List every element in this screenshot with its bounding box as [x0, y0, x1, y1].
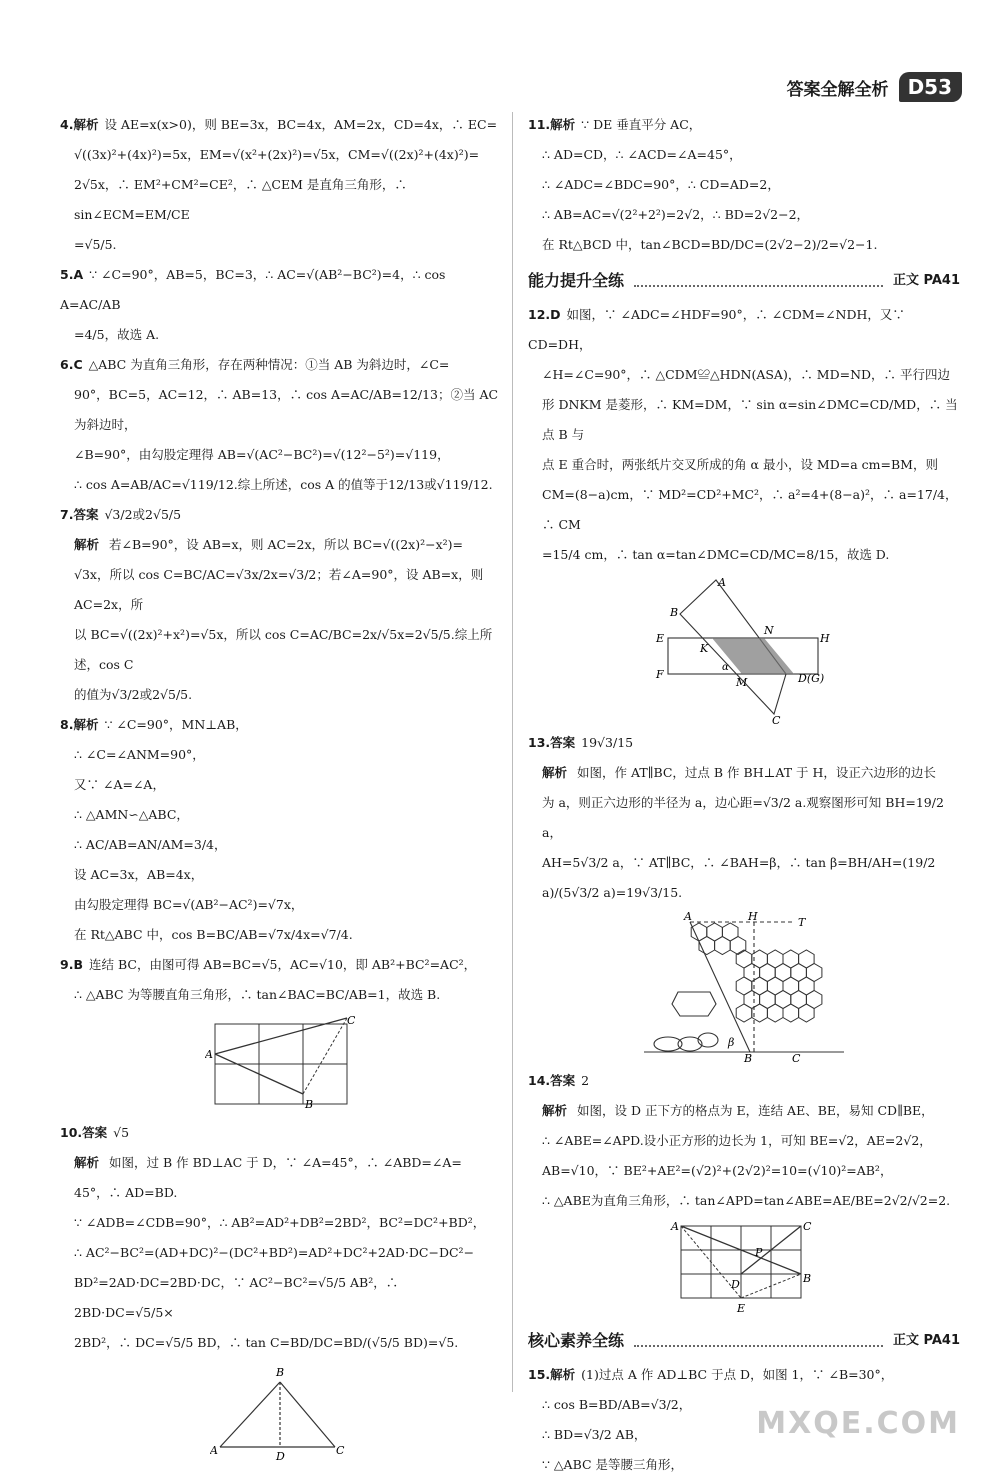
problem-number: 12.D [528, 307, 561, 322]
text-line [528, 200, 960, 230]
figure-14-grid [669, 1220, 819, 1320]
line-text: 45°，∴ AD=BD. [74, 1185, 178, 1200]
fig9-label-a: A [205, 1048, 213, 1061]
text-line [528, 390, 960, 450]
line-text: √((3x)²+(4x)²)=5x，EM=√(x²+(2x)²)=√5x，CM=√((2x)²+(4x)²)= [74, 147, 480, 162]
fig12-label-b: B [670, 606, 679, 619]
line-text: ∴ ∠ADC=∠BDC=90°，∴ CD=AD=2， [542, 177, 780, 192]
text-line [528, 1156, 960, 1186]
line-text: ∴ ∠ABE=∠APD.设小正方形的边长为 1，可知 BE=√2，AE=2√2， [542, 1133, 932, 1148]
line-text: 以 BC=√((2x)²+x²)=√5x，所以 cos C=AC/BC=2x/√5x=2√5/5.综上所述，cos C [74, 627, 493, 672]
right-text-block-3 [528, 728, 960, 908]
text-line [60, 860, 500, 890]
fig10-label-b: B [276, 1366, 285, 1379]
line-text: AB=√10，∵ BE²+AE²=(√2)²+(2√2)²=10=(√10)²=AB²， [542, 1163, 893, 1178]
line-text: 设 AC=3x，AB=4x， [74, 867, 204, 882]
figure-9-grid [205, 1014, 355, 1114]
line-text: AH=5√3/2 a，∵ AT∥BC，∴ ∠BAH=β，∴ tan β=BH/AH=(19/2 a)/(5√3/2 a)=19√3/15. [542, 855, 936, 900]
text-line [60, 680, 500, 710]
text-line [528, 728, 960, 758]
fig10-label-a: A [210, 1444, 218, 1457]
text-line [528, 230, 960, 260]
left-text-block-2 [60, 1118, 500, 1358]
text-line [60, 530, 500, 560]
line-text: ∴ AB=AC=√(2²+2²)=2√2，∴ BD=2√2−2， [542, 207, 810, 222]
hexagon-cell [783, 1004, 799, 1022]
text-line [528, 1360, 960, 1390]
text-line [60, 230, 500, 260]
text-line [528, 1186, 960, 1216]
right-text-block [528, 110, 960, 260]
fig14-label-e: E [737, 1302, 746, 1315]
fig13-label-beta: β [728, 1036, 735, 1049]
text-line [528, 788, 960, 848]
text-line [60, 440, 500, 470]
fig14-label-c: C [803, 1220, 812, 1233]
fig12-label-alpha: α [722, 662, 729, 673]
line-text: 2BD²，∴ DC=√5/5 BD，∴ tan C=BD/DC=BD/(√5/5 BD)=√5. [74, 1335, 459, 1350]
line-text: 形 DNKM 是菱形，∴ KM=DM，∵ sin α=sin∠DMC=CD/MD，∴ 当点 B 与 [542, 397, 958, 442]
page-number-badge: D53 [899, 72, 962, 102]
line-text: ∠H=∠C=90°，∴ △CDM≌△HDN(ASA)，∴ MD=ND，∴ 平行四边 [542, 367, 951, 382]
hexagon-cell [799, 1004, 815, 1022]
fig13-label-h: H [748, 912, 758, 923]
problem-number: 8.解析 [60, 717, 99, 732]
right-text-block-2 [528, 300, 960, 570]
text-line [60, 620, 500, 680]
text-line [528, 450, 960, 480]
fig14-label-b: B [803, 1272, 812, 1285]
fig12-label-a: A [718, 576, 726, 589]
text-line [60, 830, 500, 860]
text-line [528, 540, 960, 570]
text-line [60, 710, 500, 740]
right-column [528, 110, 960, 1480]
line-text: ∵ DE 垂直平分 AC， [581, 117, 702, 132]
line-text: 设 AE=x(x>0)，则 BE=3x，BC=4x，AM=2x，CD=4x，∴ EC= [104, 117, 498, 132]
fig13-label-c: C [792, 1052, 801, 1062]
line-text: 如图，设 D 正下方的格点为 E，连结 AE、BE，易知 CD∥BE， [577, 1103, 934, 1118]
line-text: =√5/5. [74, 237, 117, 252]
hexagon-cell [767, 1004, 783, 1022]
fig13-label-t: T [798, 916, 806, 929]
hexagon-cell [715, 937, 731, 955]
text-line [60, 110, 500, 140]
hexagon-cell [736, 1004, 752, 1022]
text-line [60, 770, 500, 800]
line-text: 2√5x，∴ EM²+CM²=CE²，∴ △CEM 是直角三角形，∴ sin∠ECM=EM/CE [74, 177, 407, 222]
line-text: ∴ △ABC 为等腰直角三角形，∴ tan∠BAC=BC/AB=1，故选 B. [74, 987, 441, 1002]
fig13-label-a: A [684, 912, 692, 923]
text-line [528, 848, 960, 908]
text-line [60, 560, 500, 620]
text-line [528, 1096, 960, 1126]
section-core-ref: 正文 PA41 [892, 1333, 960, 1348]
line-text: 19√3/15 [581, 735, 634, 750]
text-line [60, 140, 500, 170]
section-ability-ref: 正文 PA41 [892, 273, 960, 288]
analysis-label: 解析 [542, 765, 568, 780]
right-text-block-4 [528, 1066, 960, 1216]
problem-number: 13.答案 [528, 735, 576, 750]
text-line [528, 1450, 960, 1480]
fig12-label-h: H [820, 632, 830, 645]
fig9-label-b: B [305, 1098, 314, 1111]
section-ability-dots [634, 275, 883, 287]
line-text: ∴ △AMN∽△ABC， [74, 807, 189, 822]
line-text: 由勾股定理得 BC=√(AB²−AC²)=√7x， [74, 897, 304, 912]
line-text: 在 Rt△ABC 中，cos B=BC/AB=√7x/4x=√7/4. [74, 927, 353, 942]
text-line [60, 800, 500, 830]
line-text: △ABC 为直角三角形，存在两种情况：①当 AB 为斜边时，∠C= [88, 357, 450, 372]
problem-number: 10.答案 [60, 1125, 108, 1140]
line-text: ∴ △ABE为直角三角形，∴ tan∠APD=tan∠ABE=AE/BE=2√2/√2=2. [542, 1193, 951, 1208]
problem-number: 5.A [60, 267, 84, 282]
text-line [528, 170, 960, 200]
line-text: ∵ ∠C=90°，MN⊥AB， [104, 717, 248, 732]
problem-number: 9.B [60, 957, 83, 972]
text-line [60, 890, 500, 920]
section-core [528, 1326, 960, 1356]
line-text: CM=(8−a)cm，∵ MD²=CD²+MC²，∴ a²=4+(8−a)²，∴ a=17/4，∴ CM [542, 487, 958, 532]
line-text: √3/2或2√5/5 [104, 507, 182, 522]
analysis-label: 解析 [74, 537, 100, 552]
text-line [60, 980, 500, 1010]
text-line [528, 758, 960, 788]
text-line [60, 740, 500, 770]
fig12-label-e: E [656, 632, 665, 645]
section-core-dots [634, 1335, 883, 1347]
line-text: ∵ ∠ADB=∠CDB=90°，∴ AB²=AD²+DB²=2BD²，BC²=DC²+BD²， [74, 1215, 486, 1230]
text-line [60, 320, 500, 350]
fig12-label-m: M [736, 676, 748, 689]
text-line [528, 480, 960, 540]
column-divider [512, 112, 513, 1392]
line-text: =15/4 cm，∴ tan α=tan∠DMC=CD/MC=8/15，故选 D. [542, 547, 890, 562]
line-text: ∴ cos A=AB/AC=√119/12.综上所述，cos A 的值等于12/13或√119/12. [74, 477, 493, 492]
text-line [528, 110, 960, 140]
line-text: √5 [113, 1125, 130, 1140]
line-text: ∠B=90°，由勾股定理得 AB=√(AC²−BC²)=√(12²−5²)=√119， [74, 447, 450, 462]
text-line [60, 1148, 500, 1178]
line-text: ∵ △ABC 是等腰三角形， [542, 1457, 684, 1472]
text-line [528, 140, 960, 170]
line-text: ∴ AC²−BC²=(AD+DC)²−(DC²+BD²)=AD²+DC²+2AD·DC−DC²− [74, 1245, 475, 1260]
text-line [60, 470, 500, 500]
section-core-title: 核心素养全练 [528, 1331, 625, 1350]
problem-number: 11.解析 [528, 117, 576, 132]
line-text: 如图，过 B 作 BD⊥AC 于 D，∵ ∠A=45°，∴ ∠ABD=∠A= [109, 1155, 462, 1170]
fig14-label-p: P [755, 1246, 763, 1259]
header-title: 答案全解全析 [786, 79, 889, 100]
fig12-label-n: N [764, 624, 774, 637]
line-text: 点 E 重合时，两张纸片交叉所成的角 α 最小，设 MD=a cm=BM，则 [542, 457, 938, 472]
left-column [60, 110, 500, 1466]
analysis-label: 解析 [542, 1103, 568, 1118]
problem-number: 7.答案 [60, 507, 99, 522]
problem-number: 14.答案 [528, 1073, 576, 1088]
text-line [60, 1118, 500, 1148]
line-text: 若∠B=90°，设 AB=x，则 AC=2x，所以 BC=√((2x)²−x²)= [109, 537, 463, 552]
line-text: ∴ ∠C=∠ANM=90°， [74, 747, 205, 762]
line-text: 2 [581, 1073, 590, 1088]
line-text: ∵ ∠C=90°，AB=5，BC=3，∴ AC=√(AB²−BC²)=4，∴ cos A=AC/AB [60, 267, 446, 312]
line-text: 如图，作 AT∥BC，过点 B 作 BH⊥AT 于 H，设正六边形的边长 [577, 765, 936, 780]
text-line [528, 360, 960, 390]
analysis-label: 解析 [74, 1155, 100, 1170]
fig14-label-a: A [671, 1220, 679, 1233]
page-header [787, 72, 962, 102]
line-text: 如图，∵ ∠ADC=∠HDF=90°，∴ ∠CDM=∠NDH，又∵ CD=DH， [528, 307, 905, 352]
fig12-label-f: F [656, 668, 664, 681]
hexagon-cell [730, 937, 746, 955]
text-line [60, 1328, 500, 1358]
line-text: =4/5，故选 A. [74, 327, 160, 342]
text-line [60, 380, 500, 440]
fig12-label-k: K [700, 642, 709, 655]
figure-13-hexagons [644, 912, 844, 1062]
text-line [60, 1178, 500, 1208]
line-text: 连结 BC，由图可得 AB=BC=√5，AC=√10，即 AB²+BC²=AC²， [88, 957, 477, 972]
line-text: ∴ AD=CD，∴ ∠ACD=∠A=45°， [542, 147, 742, 162]
section-ability [528, 266, 960, 296]
text-line [60, 260, 500, 320]
problem-number: 4.解析 [60, 117, 99, 132]
section-ability-title: 能力提升全练 [528, 271, 625, 290]
text-line [60, 1268, 500, 1328]
text-line [528, 1066, 960, 1096]
fig10-label-d: D [276, 1450, 285, 1462]
line-text: ∴ AC/AB=AN/AM=3/4， [74, 837, 227, 852]
text-line [60, 350, 500, 380]
line-text: ∴ cos B=BD/AB=√3/2， [542, 1397, 692, 1412]
line-text: 为 a，则正六边形的半径为 a，边心距=√3/2 a.观察图形可知 BH=19/2 a， [542, 795, 944, 840]
line-text: 在 Rt△BCD 中，tan∠BCD=BD/DC=(2√2−2)/2=√2−1. [542, 237, 878, 252]
fig10-label-c: C [336, 1444, 345, 1457]
text-line [60, 500, 500, 530]
line-text: √3x，所以 cos C=BC/AC=√3x/2x=√3/2；若∠A=90°，设 AB=x，则 AC=2x，所 [74, 567, 484, 612]
watermark: MXQE.COM [756, 1406, 960, 1441]
text-line [60, 950, 500, 980]
line-text: 的值为√3/2或2√5/5. [74, 687, 193, 702]
fig13-label-b: B [744, 1052, 753, 1062]
text-line [60, 1238, 500, 1268]
text-line [60, 170, 500, 230]
line-text: ∴ BD=√3/2 AB， [542, 1427, 647, 1442]
text-line [60, 920, 500, 950]
fig12-label-d: D(G) [798, 672, 825, 685]
text-line [60, 1208, 500, 1238]
problem-number: 15.解析 [528, 1367, 576, 1382]
figure-10-triangle [210, 1362, 350, 1462]
figure-12-paper-strips [654, 574, 834, 724]
text-line [528, 1126, 960, 1156]
fig14-label-d: D [731, 1278, 740, 1291]
line-text: (1)过点 A 作 AD⊥BC 于点 D，如图 1，∵ ∠B=30°， [581, 1367, 894, 1382]
problem-number: 6.C [60, 357, 83, 372]
line-text: BD²=2AD·DC=2BD·DC，∵ AC²−BC²=√5/5 AB²，∴ 2BD·DC=√5/5× [74, 1275, 399, 1320]
line-text: 90°，BC=5，AC=12，∴ AB=13，∴ cos A=AC/AB=12/13；②当 AC 为斜边时， [74, 387, 499, 432]
fig12-label-c: C [772, 714, 781, 724]
text-line [528, 300, 960, 360]
fig9-label-c: C [347, 1014, 355, 1027]
line-text: 又∵ ∠A=∠A， [74, 777, 165, 792]
left-text-block [60, 110, 500, 1010]
